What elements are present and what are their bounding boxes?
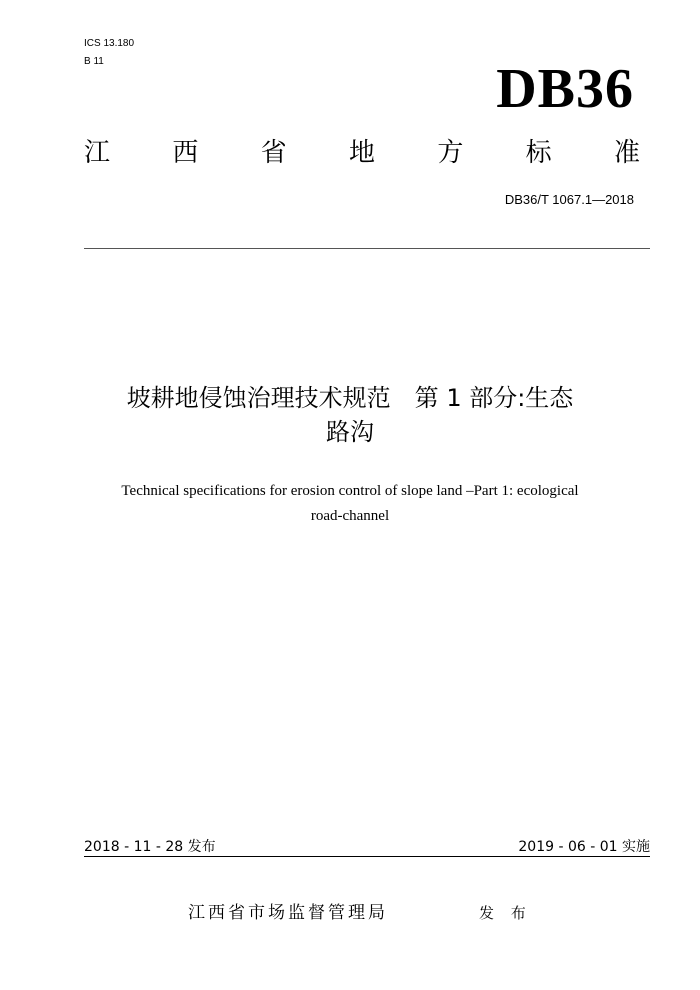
standard-type-char: 标 <box>525 138 552 168</box>
standard-type-heading <box>84 136 640 170</box>
english-title-line: road-channel <box>310 508 390 524</box>
issue-date: 2018 - 11 - 28 发布 <box>84 839 216 855</box>
ics-code: ICS 13.180 <box>84 38 135 49</box>
standard-number: DB36/T 1067.1—2018 <box>504 192 634 207</box>
chinese-title-line: 坡耕地侵蚀治理技术规范 第 1 部分:生态 <box>126 384 574 412</box>
issued-label: 发 布 <box>479 904 532 922</box>
standard-type-char: 地 <box>348 138 375 168</box>
english-title-line: Technical specifications for erosion control of slope land –Part 1: ecological <box>121 483 579 499</box>
standard-type-char: 准 <box>613 138 640 168</box>
standard-type-char: 方 <box>437 138 464 168</box>
footer-divider <box>84 856 650 857</box>
standard-code-mark: DB36 <box>496 58 634 120</box>
issuing-authority: 江西省市场监督管理局 <box>188 903 388 923</box>
standard-type-char: 西 <box>172 138 199 168</box>
chinese-title-line: 路沟 <box>326 418 374 446</box>
standard-type-char: 省 <box>260 138 287 168</box>
implementation-date: 2019 - 06 - 01 实施 <box>518 839 650 855</box>
ccs-code: B 11 <box>84 56 104 67</box>
chinese-title <box>50 381 650 449</box>
header-divider <box>84 248 650 249</box>
english-title <box>50 479 650 529</box>
standard-type-char: 江 <box>84 138 111 168</box>
